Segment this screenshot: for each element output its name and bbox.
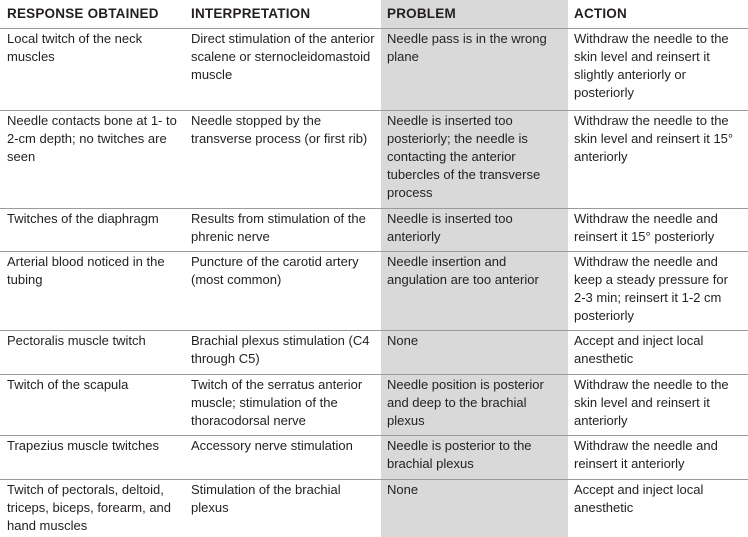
table-body [0,29,748,537]
table-row [0,480,748,537]
cell-response: Needle contacts bone at 1- to 2-cm depth; no twitches are seen [0,111,185,209]
cell-response: Arterial blood noticed in the tubing [0,252,185,331]
cell-interpretation: Needle stopped by the transverse process (or first rib) [185,111,381,209]
table-row [0,331,748,375]
header-problem: PROBLEM [381,0,568,29]
cell-interpretation: Twitch of the serratus anterior muscle; stimulation of the thoracodorsal nerve [185,375,381,436]
cell-action: Withdraw the needle to the skin level and reinsert it slightly anteriorly or posteriorly [568,29,748,111]
cell-response: Trapezius muscle twitches [0,436,185,480]
table-row [0,375,748,436]
cell-action: Withdraw the needle to the skin level and reinsert it anteriorly [568,375,748,436]
table-row [0,252,748,331]
cell-response: Twitch of the scapula [0,375,185,436]
cell-interpretation: Results from stimulation of the phrenic nerve [185,209,381,252]
header-row [0,0,748,29]
cell-interpretation: Stimulation of the brachial plexus [185,480,381,537]
cell-response: Pectoralis muscle twitch [0,331,185,375]
cell-problem: Needle is inserted too posteriorly; the needle is contacting the anterior tubercles of the transverse process [381,111,568,209]
cell-action: Withdraw the needle and reinsert it anteriorly [568,436,748,480]
header-interpretation: INTERPRETATION [185,0,381,29]
table-row [0,209,748,252]
header-response-obtained: RESPONSE OBTAINED [0,0,185,29]
cell-action: Accept and inject local anesthetic [568,331,748,375]
cell-interpretation: Brachial plexus stimulation (C4 through C5) [185,331,381,375]
cell-problem: Needle position is posterior and deep to the brachial plexus [381,375,568,436]
cell-interpretation: Direct stimulation of the anterior scalene or sternocleidomastoid muscle [185,29,381,111]
cell-problem: Needle is inserted too anteriorly [381,209,568,252]
cell-problem: Needle insertion and angulation are too anterior [381,252,568,331]
table-row [0,29,748,111]
cell-problem: None [381,331,568,375]
cell-action: Accept and inject local anesthetic [568,480,748,537]
cell-problem: None [381,480,568,537]
cell-response: Local twitch of the neck muscles [0,29,185,111]
table-header [0,0,748,29]
header-action: ACTION [568,0,748,29]
cell-response: Twitch of pectorals, deltoid, triceps, biceps, forearm, and hand muscles [0,480,185,537]
cell-action: Withdraw the needle to the skin level and reinsert it 15° anteriorly [568,111,748,209]
cell-action: Withdraw the needle and reinsert it 15° posteriorly [568,209,748,252]
cell-problem: Needle is posterior to the brachial plexus [381,436,568,480]
table-row [0,436,748,480]
cell-interpretation: Puncture of the carotid artery (most common) [185,252,381,331]
table-row [0,111,748,209]
cell-problem: Needle pass is in the wrong plane [381,29,568,111]
cell-interpretation: Accessory nerve stimulation [185,436,381,480]
cell-action: Withdraw the needle and keep a steady pressure for 2-3 min; reinsert it 1-2 cm posteriorly [568,252,748,331]
cell-response: Twitches of the diaphragm [0,209,185,252]
